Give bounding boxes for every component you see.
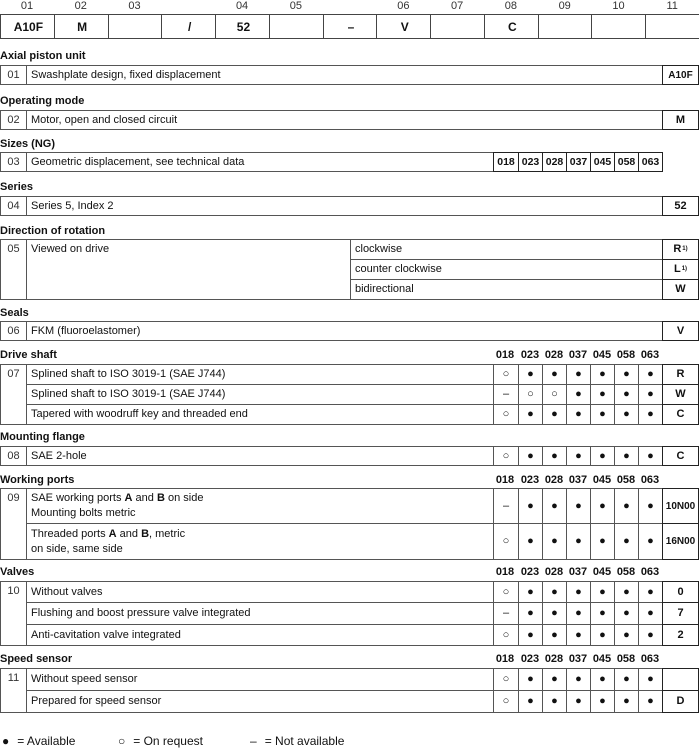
code-position-box (269, 14, 325, 39)
option-description: SAE 2-hole (26, 446, 494, 466)
size-availability: ● (614, 581, 639, 603)
size-column-header: 045 (592, 474, 612, 486)
option-description: Without valves (26, 581, 494, 603)
size-column-header: 018 (495, 349, 515, 361)
section-title: Speed sensor (0, 653, 73, 665)
code-position-number: 08 (504, 0, 518, 12)
size-column-header: 023 (520, 349, 540, 361)
code-value: L (673, 263, 681, 275)
size-availability: ● (638, 364, 663, 385)
size-availability: ○ (493, 446, 519, 466)
size-availability: ● (590, 488, 615, 524)
code-position-number: 05 (289, 0, 302, 12)
option-description: Swashplate design, fixed displacement (26, 65, 663, 85)
size-column-header: 037 (568, 349, 588, 361)
legend-text: = Not available (264, 734, 345, 748)
size-availability: ● (638, 602, 663, 625)
size-availability: ○ (518, 384, 543, 405)
option-number: 02 (0, 110, 27, 130)
option-code: 7 (662, 602, 699, 625)
size-availability: ● (590, 602, 615, 625)
code-position-box (108, 14, 164, 39)
size-availability: ● (566, 364, 591, 385)
code-position-number: 11 (666, 0, 678, 12)
size-availability: ● (542, 446, 567, 466)
size-availability: ● (542, 581, 567, 603)
size-column-header: 018 (495, 474, 515, 486)
size-column-header: 023 (520, 566, 540, 578)
size-availability: ● (638, 690, 663, 713)
size-availability: 018 (493, 152, 519, 172)
option-description: Prepared for speed sensor (26, 690, 494, 713)
size-availability: ● (566, 581, 591, 603)
size-availability: ● (590, 581, 615, 603)
option-description: Motor, open and closed circuit (26, 110, 663, 130)
code-position-box (430, 14, 486, 39)
legend-item (2, 734, 75, 748)
option-description (26, 523, 494, 560)
option-description (26, 488, 494, 524)
option-description: Without speed sensor (26, 668, 494, 691)
size-availability: ● (614, 668, 639, 691)
size-availability: ● (638, 488, 663, 524)
size-column-header: 028 (544, 653, 564, 665)
size-availability: ● (638, 523, 663, 560)
size-column-header: 045 (592, 349, 612, 361)
option-code: R (662, 364, 699, 385)
footnote-marker: 1) (682, 246, 688, 252)
code-position-number: 03 (128, 0, 141, 12)
section-title: Working ports (0, 474, 75, 486)
option-code: 16N00 (662, 523, 699, 560)
size-column-header: 028 (544, 474, 564, 486)
option-number: 05 (0, 239, 27, 300)
size-availability: ● (542, 690, 567, 713)
size-availability: ● (542, 364, 567, 385)
size-availability: ● (590, 624, 615, 646)
code-position-box (591, 14, 647, 39)
code-value: W (675, 283, 686, 295)
code-position-box: M (54, 14, 110, 39)
option-code: 10N00 (662, 488, 699, 524)
size-availability: ○ (493, 523, 519, 560)
code-position-box: – (323, 14, 379, 39)
size-availability: ● (590, 523, 615, 560)
size-availability: ● (614, 523, 639, 560)
size-availability: ● (614, 404, 639, 425)
size-column-header: 037 (568, 653, 588, 665)
option-number: 07 (0, 364, 27, 425)
option-number: 03 (0, 152, 27, 172)
size-availability: ● (590, 404, 615, 425)
legend-symbol: ● (2, 734, 10, 748)
description-text: Mounting bolts metric (31, 507, 136, 519)
option-label: counter clockwise (350, 259, 663, 280)
size-availability: ● (614, 602, 639, 625)
size-availability: ● (638, 446, 663, 466)
size-availability: ● (638, 668, 663, 691)
size-availability: ○ (542, 384, 567, 405)
description-text: , metric (149, 527, 186, 540)
size-availability: ● (542, 523, 567, 560)
code-position-number: 07 (451, 0, 464, 12)
size-availability: ○ (493, 581, 519, 603)
option-code: 0 (662, 581, 699, 603)
size-availability: ● (566, 602, 591, 625)
code-position-box: V (376, 14, 432, 39)
section-title: Mounting flange (0, 431, 85, 443)
code-position-box (538, 14, 594, 39)
size-availability: ● (542, 602, 567, 625)
option-number: 01 (0, 65, 27, 85)
size-availability: ● (638, 404, 663, 425)
size-availability: ● (614, 690, 639, 713)
size-availability: – (493, 384, 519, 405)
description-text: on side, same side (31, 542, 123, 555)
size-column-header: 063 (640, 349, 660, 361)
description-text: and (132, 492, 157, 504)
description-text: Threaded ports (31, 527, 109, 540)
section-title: Direction of rotation (0, 225, 106, 237)
size-availability: ● (542, 488, 567, 524)
option-number: 06 (0, 321, 27, 341)
size-availability: ● (566, 624, 591, 646)
size-availability: ● (518, 690, 543, 713)
size-availability: 045 (590, 152, 615, 172)
size-availability: – (493, 602, 519, 625)
option-code (662, 279, 699, 300)
option-code: 52 (662, 196, 699, 216)
option-label: bidirectional (350, 279, 663, 300)
code-position-box (645, 14, 699, 39)
size-availability: ● (518, 488, 543, 524)
size-availability: ● (518, 668, 543, 691)
code-value: R (673, 243, 682, 255)
section-title: Seals (0, 307, 29, 319)
option-code (662, 239, 699, 260)
size-availability: ● (638, 624, 663, 646)
size-availability: ● (566, 404, 591, 425)
code-position-box: C (484, 14, 540, 39)
size-availability: ● (518, 624, 543, 646)
footnote-marker: 1) (681, 266, 688, 272)
code-position-number: 10 (612, 0, 625, 12)
size-column-header: 058 (616, 474, 636, 486)
option-number: 11 (0, 668, 27, 713)
code-position-number: 09 (558, 0, 571, 12)
size-availability: ● (518, 602, 543, 625)
size-availability: ○ (493, 364, 519, 385)
size-availability: ● (638, 581, 663, 603)
size-availability: 063 (638, 152, 663, 172)
option-code (662, 259, 699, 280)
code-position-box: / (161, 14, 217, 39)
section-title: Axial piston unit (0, 50, 86, 62)
size-column-header: 028 (544, 566, 564, 578)
size-availability: ● (518, 446, 543, 466)
size-availability: ○ (493, 404, 519, 425)
size-availability: ● (566, 690, 591, 713)
description-line (31, 542, 123, 557)
section-title: Operating mode (0, 95, 85, 107)
legend-symbol: – (250, 734, 257, 748)
size-availability: 037 (566, 152, 591, 172)
size-availability: ● (566, 523, 591, 560)
description-line (31, 491, 203, 506)
option-code: C (662, 404, 699, 425)
size-availability: ● (614, 446, 639, 466)
size-availability: ● (614, 364, 639, 385)
option-number: 04 (0, 196, 27, 216)
size-availability: 023 (518, 152, 543, 172)
size-availability: – (493, 488, 519, 524)
section-title: Valves (0, 566, 35, 578)
size-column-header: 018 (495, 566, 515, 578)
section-title: Sizes (NG) (0, 138, 56, 150)
legend-text: = Available (17, 734, 76, 748)
legend-item (250, 734, 344, 748)
section-title: Drive shaft (0, 349, 57, 361)
size-column-header: 018 (495, 653, 515, 665)
option-description: Geometric displacement, see technical data (26, 152, 494, 172)
size-availability: 028 (542, 152, 567, 172)
option-label: clockwise (350, 239, 663, 260)
description-text: SAE working ports (31, 492, 125, 504)
legend-text: = On request (133, 734, 203, 748)
size-availability: ● (542, 624, 567, 646)
port-name: B (156, 492, 165, 504)
option-number: 10 (0, 581, 27, 646)
legend-symbol: ○ (118, 734, 126, 748)
code-position-box: 52 (215, 14, 271, 39)
option-code: 2 (662, 624, 699, 646)
option-description: Splined shaft to ISO 3019-1 (SAE J744) (26, 364, 494, 385)
size-column-header: 063 (640, 653, 660, 665)
code-position-number: 01 (20, 0, 34, 12)
section-title: Series (0, 181, 34, 193)
size-column-header: 028 (544, 349, 564, 361)
size-column-header: 037 (568, 474, 588, 486)
size-availability: ● (614, 488, 639, 524)
option-number: 08 (0, 446, 27, 466)
size-availability: ● (590, 364, 615, 385)
code-position-number: 06 (397, 0, 410, 12)
option-code (662, 668, 699, 691)
option-code: C (662, 446, 699, 466)
size-column-header: 058 (616, 653, 636, 665)
option-code: W (662, 384, 699, 405)
size-availability: ● (518, 404, 543, 425)
option-code: D (662, 690, 699, 713)
option-description: Series 5, Index 2 (26, 196, 663, 216)
size-availability: ○ (493, 690, 519, 713)
size-column-header: 045 (592, 653, 612, 665)
legend-item (118, 734, 203, 748)
size-availability: ● (518, 581, 543, 603)
size-availability: ● (614, 384, 639, 405)
code-position-number: 02 (74, 0, 87, 12)
size-availability: ● (566, 384, 591, 405)
option-description: Splined shaft to ISO 3019-1 (SAE J744) (26, 384, 494, 405)
code-position-number: 04 (235, 0, 249, 12)
description-text: on side (164, 492, 204, 504)
size-column-header: 023 (520, 653, 540, 665)
size-column-header: 063 (640, 474, 660, 486)
option-description: Viewed on drive (26, 239, 351, 300)
option-number: 09 (0, 488, 27, 560)
option-code: A10F (662, 65, 699, 85)
size-availability: ● (590, 384, 615, 405)
port-name: A (124, 492, 133, 504)
size-availability: ● (590, 668, 615, 691)
option-code: M (662, 110, 699, 130)
size-availability: ● (638, 384, 663, 405)
size-availability: ● (518, 364, 543, 385)
size-availability: ● (590, 446, 615, 466)
size-availability: ○ (493, 624, 519, 646)
size-availability: ● (542, 668, 567, 691)
option-code: V (662, 321, 699, 341)
option-description: Flushing and boost pressure valve integrated (26, 602, 494, 625)
size-availability: ● (542, 404, 567, 425)
port-name: B (141, 527, 150, 540)
size-availability: ● (614, 624, 639, 646)
option-description: Anti-cavitation valve integrated (26, 624, 494, 646)
size-availability: ● (566, 446, 591, 466)
description-text: and (116, 527, 142, 540)
size-availability: 058 (614, 152, 639, 172)
size-availability: ● (566, 668, 591, 691)
size-availability: ● (590, 690, 615, 713)
size-availability: ○ (493, 668, 519, 691)
size-column-header: 058 (616, 349, 636, 361)
size-column-header: 058 (616, 566, 636, 578)
port-name: A (108, 527, 117, 540)
option-description: FKM (fluoroelastomer) (26, 321, 663, 341)
description-line (31, 527, 185, 542)
size-availability: ● (566, 488, 591, 524)
size-column-header: 045 (592, 566, 612, 578)
size-column-header: 037 (568, 566, 588, 578)
size-availability: ● (518, 523, 543, 560)
size-column-header: 023 (520, 474, 540, 486)
option-description: Tapered with woodruff key and threaded end (26, 404, 494, 425)
description-line (31, 506, 136, 521)
code-position-box: A10F (0, 14, 56, 39)
size-column-header: 063 (640, 566, 660, 578)
